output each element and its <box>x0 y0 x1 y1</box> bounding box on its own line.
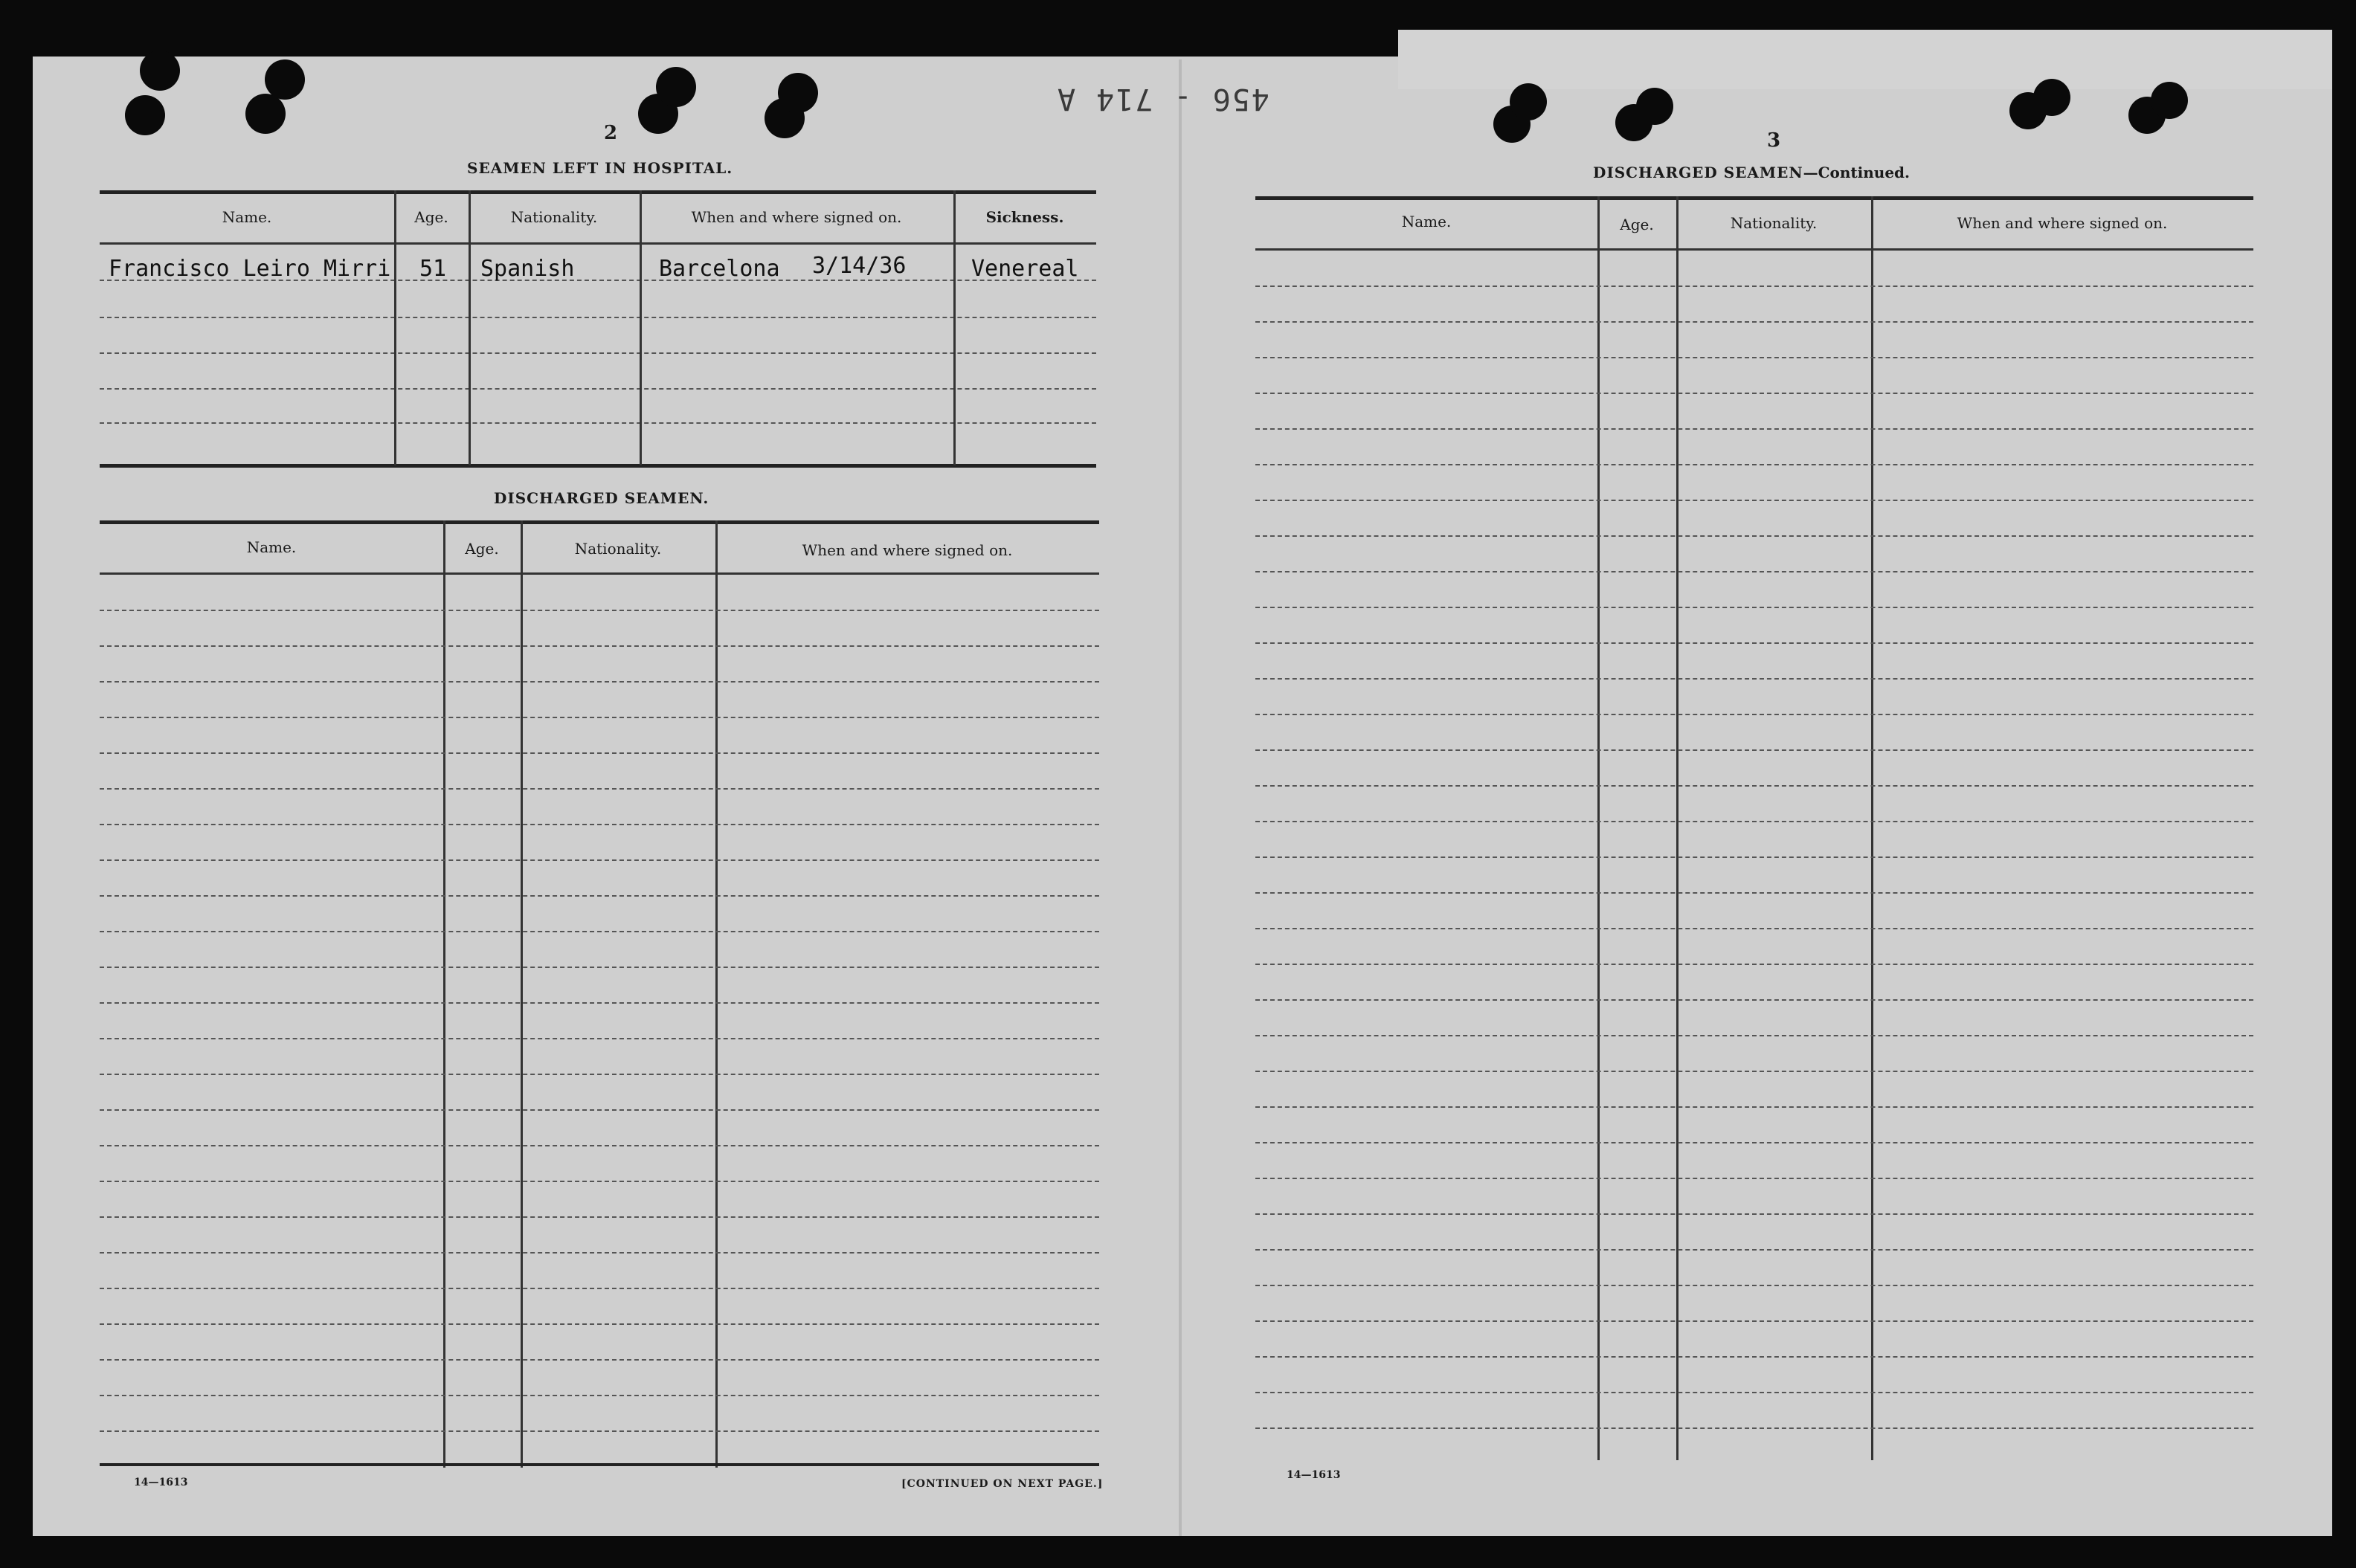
document-sheet-top-edge <box>1398 30 2332 89</box>
column-header-nationality: Nationality. <box>1730 214 1818 232</box>
column-header-sickness: Sickness. <box>985 208 1064 226</box>
entry-name: Francisco Leiro Mirri <box>109 256 391 282</box>
punch-hole <box>265 59 305 100</box>
form-code-right: 14—1613 <box>1287 1469 1341 1481</box>
upside-down-stamp: 456 - 714 A <box>1056 82 1269 116</box>
column-header-nationality: Nationality. <box>574 540 662 558</box>
form-code-left: 14—1613 <box>134 1477 188 1488</box>
hospital-section-title: SEAMEN LEFT IN HOSPITAL. <box>467 159 733 177</box>
punch-hole <box>1510 83 1547 120</box>
hospital-table <box>100 190 1096 473</box>
punch-hole <box>125 95 165 135</box>
column-header-age: Age. <box>1620 216 1654 233</box>
column-header-signed-on: When and where signed on. <box>802 541 1013 559</box>
entry-age: 51 <box>419 256 447 282</box>
punch-hole <box>1636 88 1673 125</box>
column-header-name: Name. <box>1401 213 1452 230</box>
discharged-section-title: DISCHARGED SEAMEN. <box>494 489 709 507</box>
discharged-continued-title-main: DISCHARGED SEAMEN <box>1593 164 1803 181</box>
page-number-left: 2 <box>604 122 618 144</box>
column-header-age: Age. <box>465 540 499 558</box>
punch-hole <box>2033 79 2070 116</box>
entry-place: Barcelona <box>659 256 780 282</box>
discharged-continued-title-suffix: —Continued. <box>1803 164 1910 181</box>
column-header-name: Name. <box>246 538 297 556</box>
center-fold <box>1179 59 1182 1536</box>
column-header-name: Name. <box>222 208 272 226</box>
discharged-table-left <box>100 520 1099 1472</box>
punch-hole <box>140 51 180 91</box>
discharged-table-right <box>1255 196 2253 1460</box>
continued-note: [CONTINUED ON NEXT PAGE.] <box>901 1478 1104 1490</box>
column-header-age: Age. <box>414 208 448 226</box>
entry-date: 3/14/36 <box>812 253 907 279</box>
entry-sickness: Venereal <box>971 256 1079 282</box>
punch-hole <box>245 94 286 134</box>
column-header-nationality: Nationality. <box>510 208 598 226</box>
page-number-right: 3 <box>1767 129 1781 152</box>
punch-hole <box>656 67 696 107</box>
discharged-continued-title <box>1593 164 1910 181</box>
entry-nationality: Spanish <box>480 256 575 282</box>
punch-hole <box>778 73 818 113</box>
column-header-signed-on: When and where signed on. <box>691 208 902 226</box>
punch-hole <box>2151 82 2188 119</box>
column-header-signed-on: When and where signed on. <box>1957 214 2168 232</box>
